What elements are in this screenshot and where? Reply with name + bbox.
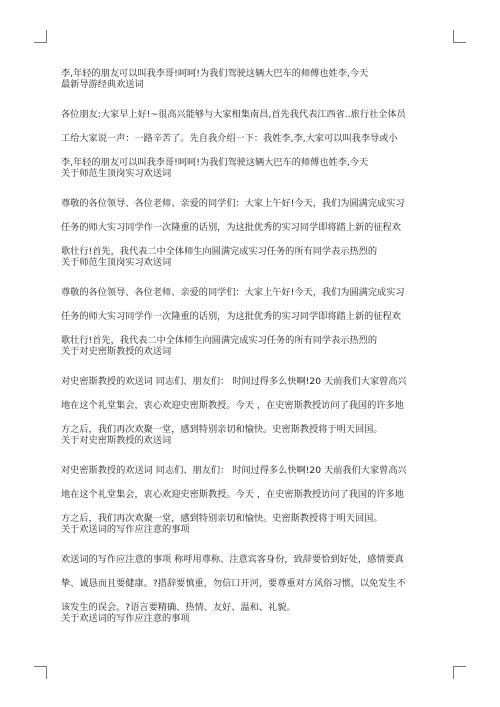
section-heading: 关于对史密斯教授的欢送词 <box>61 435 172 446</box>
section-heading: 最新导游经典欢送词 <box>61 79 144 90</box>
section-heading: 关于师范生顶岗实习欢送词 <box>61 257 172 268</box>
paragraph-line: 对史密斯教授的欢送词 同志们、朋友们： 时间过得多么快啊!20 天前我们大家曾高兴 <box>61 376 407 387</box>
paragraph-line: 对史密斯教授的欢送词 同志们、朋友们： 时间过得多么快啊!20 天前我们大家曾高兴 <box>61 465 407 476</box>
paragraph-line: 尊敬的各位领导、各位老师、亲爱的同学们：大家上午好!今天，我们为圆满完成实习 <box>61 287 405 298</box>
paragraph-line: 地在这个礼堂集会，衷心欢迎史密斯教授。今天 ，在史密斯教授访问了我国的许多地 <box>61 489 404 500</box>
crop-mark-bottom-right <box>453 666 466 679</box>
block-3 <box>61 281 451 357</box>
block-0 <box>61 68 451 90</box>
paragraph-line: 任务的师大实习同学作一次隆重的话别，为这批优秀的实习同学即将踏上新的征程欢 <box>61 222 401 233</box>
section-heading: 关于欢送词的写作应注意的事项 <box>61 524 190 535</box>
crop-mark-bottom-left <box>34 666 47 679</box>
section-heading: 关于欢送词的写作应注意的事项 <box>61 613 190 624</box>
paragraph-line: 方之后，我们再次欢聚一堂，感到特别亲切和愉快。史密斯教授将于明天回国。 <box>61 424 383 435</box>
paragraph-line: 地在这个礼堂集会，衷心欢迎史密斯教授。今天 ，在史密斯教授访问了我国的许多地 <box>61 400 404 411</box>
block-5 <box>61 459 451 535</box>
paragraph-line: 尊敬的各位领导、各位老师、亲爱的同学们：大家上午好!今天，我们为圆满完成实习 <box>61 198 405 209</box>
paragraph-line: 歌壮行!首先，我代表二中全体师生向圆满完成实习任务的所有同学表示热烈的 <box>61 335 378 346</box>
block-4 <box>61 370 451 446</box>
crop-mark-top-left <box>34 30 47 43</box>
paragraph-line: 方之后，我们再次欢聚一堂，感到特别亲切和愉快。史密斯教授将于明天回国。 <box>61 513 383 524</box>
document-body <box>61 68 451 637</box>
section-heading: 关于对史密斯教授的欢送词 <box>61 346 172 357</box>
paragraph-line: 歌壮行!首先，我代表二中全体师生向圆满完成实习任务的所有同学表示热烈的 <box>61 246 378 257</box>
paragraph-line: 各位朋友:大家早上好!~很高兴能够与大家相集南昌,首先我代表江西省..旅行社全体员 <box>61 109 406 120</box>
paragraph-line: 挚、诚恳而且要健康。?措辞要慎重，勿信口开河，要尊重对方风俗习惯，以免发生不 <box>61 578 406 589</box>
paragraph-line: 工给大家说一声：一路辛苦了。先自我介绍一下：我姓李,李,大家可以叫我李导或小 <box>61 133 398 144</box>
paragraph-line: 该发生的误会。?语言要精确、热情、友好、温和、礼貌。 <box>61 602 296 613</box>
paragraph-line: 李,年轻的朋友可以叫我李哥!呵呵!为我们驾驶这辆大巴车的师傅也姓李,今天 <box>61 68 369 79</box>
section-heading: 关于师范生顶岗实习欢送词 <box>61 168 172 179</box>
crop-mark-top-right <box>453 30 466 43</box>
block-1 <box>61 103 451 179</box>
paragraph-line: 任务的师大实习同学作一次隆重的话别，为这批优秀的实习同学即将踏上新的征程欢 <box>61 311 401 322</box>
paragraph-line: 欢送词的写作应注意的事项 称呼用尊称、注意宾客身份，致辞要恰到好处，感情要真 <box>61 554 404 565</box>
paragraph-line: 李,年轻的朋友可以叫我李哥!呵呵!为我们驾驶这辆大巴车的师傅也姓李,今天 <box>61 157 369 168</box>
block-2 <box>61 192 451 268</box>
block-6 <box>61 548 451 624</box>
